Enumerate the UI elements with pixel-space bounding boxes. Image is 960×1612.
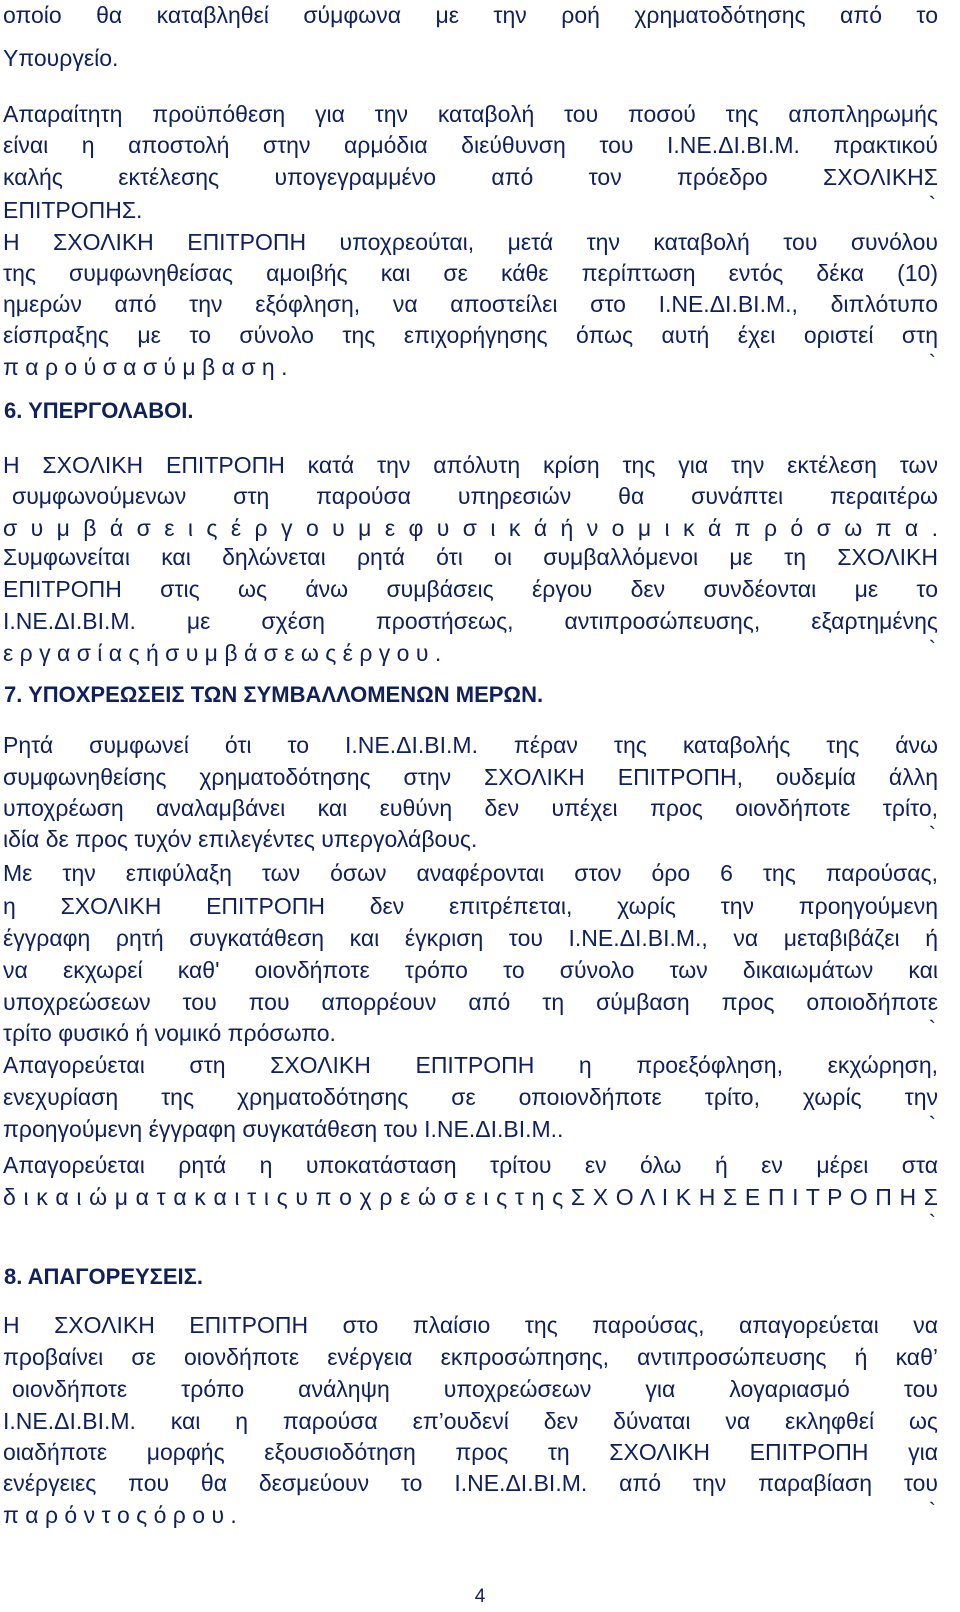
text-line: π α ρ ό ν τ ο ς ό ρ ο υ . <box>3 1502 237 1528</box>
text-line: υποχρεώσεων του που απορρέουν από τη σύμβαση προς οποιοδήποτε <box>3 989 938 1015</box>
text-line: ενέργειες που θα δεσμεύουν το Ι.ΝΕ.ΔΙ.ΒΙ.Μ. από την παραβίαση του <box>3 1470 938 1496</box>
text-line: π α ρ ο ύ σ α σ ύ μ β α σ η . <box>3 354 288 380</box>
text-line: προηγούμενη έγγραφη συγκατάθεση του Ι.ΝΕ.ΔΙ.ΒΙ.Μ.. <box>3 1116 564 1142</box>
page-number: 4 <box>474 1586 486 1607</box>
text-line: Ι.ΝΕ.ΔΙ.ΒΙ.Μ. και η παρούσα επ’ουδενί δεν δύναται να εκληφθεί ως <box>3 1408 938 1434</box>
text-line: ε ρ γ α σ ί α ς ή σ υ μ β ά σ ε ω ς έ ρ γ ο υ . <box>3 640 442 666</box>
text-line: συμφωνηθείσης χρηματοδότησης στην ΣΧΟΛΙΚΗ ΕΠΙΤΡΟΠΗ, ουδεμία άλλη <box>3 764 938 790</box>
text-line: οιονδήποτε τρόπο ανάληψη υποχρεώσεων για λογαριασμό του <box>12 1376 938 1402</box>
backtick-mark: ` <box>928 1210 936 1235</box>
text-line: συμφωνούμενων στη παρούσα υπηρεσιών θα συνάπτει περαιτέρω <box>12 483 938 509</box>
text-line: δ ι κ α ι ώ μ α τ α κ α ι τ ι ς υ π ο χ ρ ε ώ σ ε ι ς τ η ς Σ Χ Ο Λ Ι Κ Η Σ Ε Π Ι Τ Ρ Ο Π Η Σ <box>3 1184 938 1210</box>
text-line: ενεχυρίαση της χρηματοδότησης σε οποιονδήποτε τρίτο, χωρίς την <box>3 1084 938 1110</box>
text-line: Ι.ΝΕ.ΔΙ.ΒΙ.Μ. με σχέση προστήσεως, αντιπροσώπευσης, εξαρτημένης <box>3 608 938 634</box>
backtick-mark: ` <box>928 1498 936 1523</box>
text-line: να εκχωρεί καθ' οιονδήποτε τρόπο το σύνολο των δικαιωμάτων και <box>3 957 938 983</box>
section-heading-6: 6. ΥΠΕΡΓΟΛΑΒΟΙ. <box>4 398 194 423</box>
backtick-mark: ` <box>928 636 936 661</box>
text-line: ημερών από την εξόφληση, να αποστείλει στο Ι.ΝΕ.ΔΙ.ΒΙ.Μ., διπλότυπο <box>3 291 938 317</box>
text-line: ιδία δε προς τυχόν επιλεγέντες υπεργολάβους. <box>3 826 478 852</box>
text-line: Απαγορεύεται ρητά η υποκατάσταση τρίτου εν όλω ή εν μέρει στα <box>3 1152 938 1178</box>
text-line: προβαίνει σε οιονδήποτε ενέργεια εκπροσώπησης, αντιπροσώπευσης ή καθ’ <box>3 1344 938 1370</box>
backtick-mark: ` <box>928 1112 936 1137</box>
section-heading-7: 7. ΥΠΟΧΡΕΩΣΕΙΣ ΤΩΝ ΣΥΜΒΑΛΛΟΜΕΝΩΝ ΜΕΡΩΝ. <box>4 682 544 707</box>
backtick-mark: ` <box>928 350 936 375</box>
text-line: οιαδήποτε μορφής εξουσιοδότηση προς τη ΣΧΟΛΙΚΗ ΕΠΙΤΡΟΠΗ για <box>3 1439 938 1465</box>
backtick-mark: ` <box>928 192 936 217</box>
text-line: Υπουργείο. <box>3 45 119 71</box>
text-line: είναι η αποστολή στην αρμόδια διεύθυνση του Ι.ΝΕ.ΔΙ.ΒΙ.Μ. πρακτικού <box>3 132 938 158</box>
text-line: Η ΣΧΟΛΙΚΗ ΕΠΙΤΡΟΠΗ στο πλαίσιο της παρούσας, απαγορεύεται να <box>3 1312 938 1338</box>
text-line: ΕΠΙΤΡΟΠΗ στις ως άνω συμβάσεις έργου δεν συνδέονται με το <box>3 576 938 602</box>
text-line: έγγραφη ρητή συγκατάθεση και έγκριση του Ι.ΝΕ.ΔΙ.ΒΙ.Μ., να μεταβιβάζει ή <box>3 925 938 951</box>
text-line: Ρητά συμφωνεί ότι το Ι.ΝΕ.ΔΙ.ΒΙ.Μ. πέραν της καταβολής της άνω <box>3 732 938 758</box>
text-line: της συμφωνηθείσας αμοιβής και σε κάθε περίπτωση εντός δέκα (10) <box>3 260 938 286</box>
backtick-mark: ` <box>928 1016 936 1041</box>
text-line: Η ΣΧΟΛΙΚΗ ΕΠΙΤΡΟΠΗ κατά την απόλυτη κρίση της για την εκτέλεση των <box>3 452 938 478</box>
text-line: Συμφωνείται και δηλώνεται ρητά ότι οι συμβαλλόμενοι με τη ΣΧΟΛΙΚΗ <box>3 544 938 570</box>
text-line: ΕΠΙΤΡΟΠΗΣ. <box>3 197 143 223</box>
text-line: σ υ μ β ά σ ε ι ς έ ρ γ ο υ μ ε φ υ σ ι κ ά ή ν ο μ ι κ ά π ρ ό σ ω π α . <box>3 515 938 541</box>
text-line: Απαραίτητη προϋπόθεση για την καταβολή του ποσού της αποπληρωμής <box>3 101 938 127</box>
text-line: οποίο θα καταβληθεί σύμφωνα με την ροή χρηματοδότησης από το <box>3 2 938 28</box>
text-line: καλής εκτέλεσης υπογεγραμμένο από τον πρόεδρο ΣΧΟΛΙΚΗΣ <box>3 164 938 190</box>
text-line: υποχρέωση αναλαμβάνει και ευθύνη δεν υπέχει προς οιονδήποτε τρίτο, <box>3 795 938 821</box>
text-line: είσπραξης με το σύνολο της επιχορήγησης όπως αυτή έχει οριστεί στη <box>3 322 938 348</box>
backtick-mark: ` <box>928 822 936 847</box>
text-line: Με την επιφύλαξη των όσων αναφέρονται στον όρο 6 της παρούσας, <box>3 860 938 886</box>
section-heading-8: 8. ΑΠΑΓΟΡΕΥΣΕΙΣ. <box>4 1264 203 1289</box>
text-line: Απαγορεύεται στη ΣΧΟΛΙΚΗ ΕΠΙΤΡΟΠΗ η προεξόφληση, εκχώρηση, <box>3 1052 938 1078</box>
text-line: τρίτο φυσικό ή νομικό πρόσωπο. <box>3 1020 336 1046</box>
text-line: Η ΣΧΟΛΙΚΗ ΕΠΙΤΡΟΠΗ υποχρεούται, μετά την καταβολή του συνόλου <box>3 229 938 255</box>
text-line: η ΣΧΟΛΙΚΗ ΕΠΙΤΡΟΠΗ δεν επιτρέπεται, χωρίς την προηγούμενη <box>3 893 938 919</box>
